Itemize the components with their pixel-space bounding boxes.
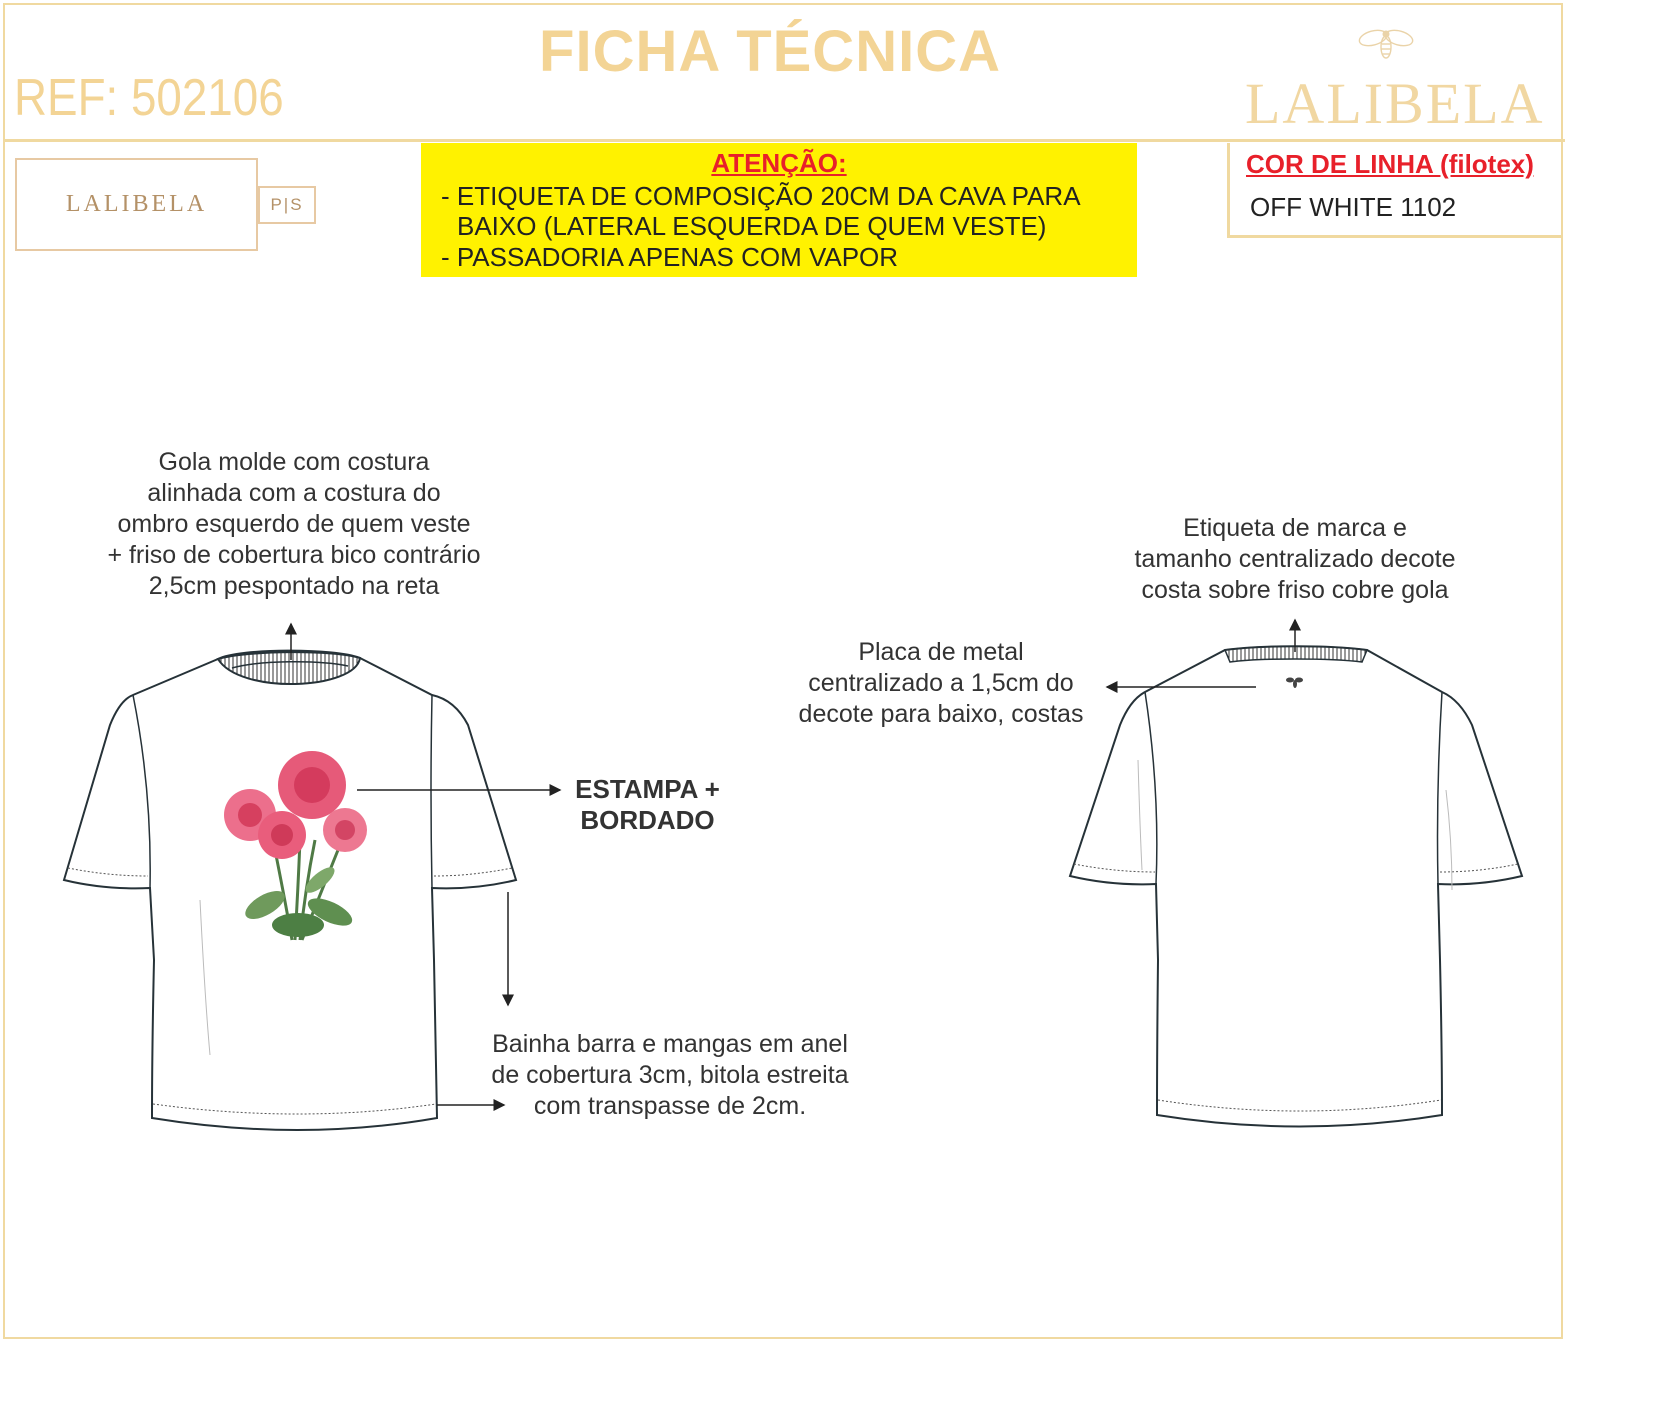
back-label-note: Etiqueta de marca e tamanho centralizado decote costa sobre friso cobre gola: [1134, 514, 1456, 604]
collar-note: Gola molde com costura alinhada com a costura do ombro esquerdo de quem veste + friso de cobertura bico contrário 2,5cm pespontado na reta: [107, 448, 481, 600]
attention-line: - ETIQUETA DE COMPOSIÇÃO 20CM DA CAVA PARA: [441, 181, 1081, 211]
back-collar-rib: [1225, 646, 1367, 662]
attention-title: ATENÇÃO:: [711, 148, 847, 178]
label-tag-brand: LALIBELA: [65, 191, 208, 217]
thread-color-title: COR DE LINHA (filotex): [1246, 149, 1534, 179]
metal-plate-note: Placa de metal centralizado a 1,5cm do decote para baixo, costas: [798, 638, 1084, 728]
size-label-tag: P|S: [258, 186, 316, 224]
hem-note: Bainha barra e mangas em anel de cobertura 3cm, bitola estreita com transpasse de 2cm.: [491, 1030, 849, 1120]
print-embroidery-note: ESTAMPA + BORDADO: [575, 774, 720, 835]
front-tshirt: [64, 651, 516, 1130]
attention-line: - PASSADORIA APENAS COM VAPOR: [441, 242, 899, 272]
reference-code: REF: 502106: [14, 69, 284, 127]
page-title: FICHA TÉCNICA: [539, 19, 1001, 84]
thread-color-value: OFF WHITE 1102: [1250, 192, 1457, 222]
back-tshirt: [1070, 646, 1522, 1126]
brand-logo: LALIBELA: [1245, 71, 1545, 136]
attention-line: BAIXO (LATERAL ESQUERDA DE QUEM VESTE): [457, 211, 1047, 241]
